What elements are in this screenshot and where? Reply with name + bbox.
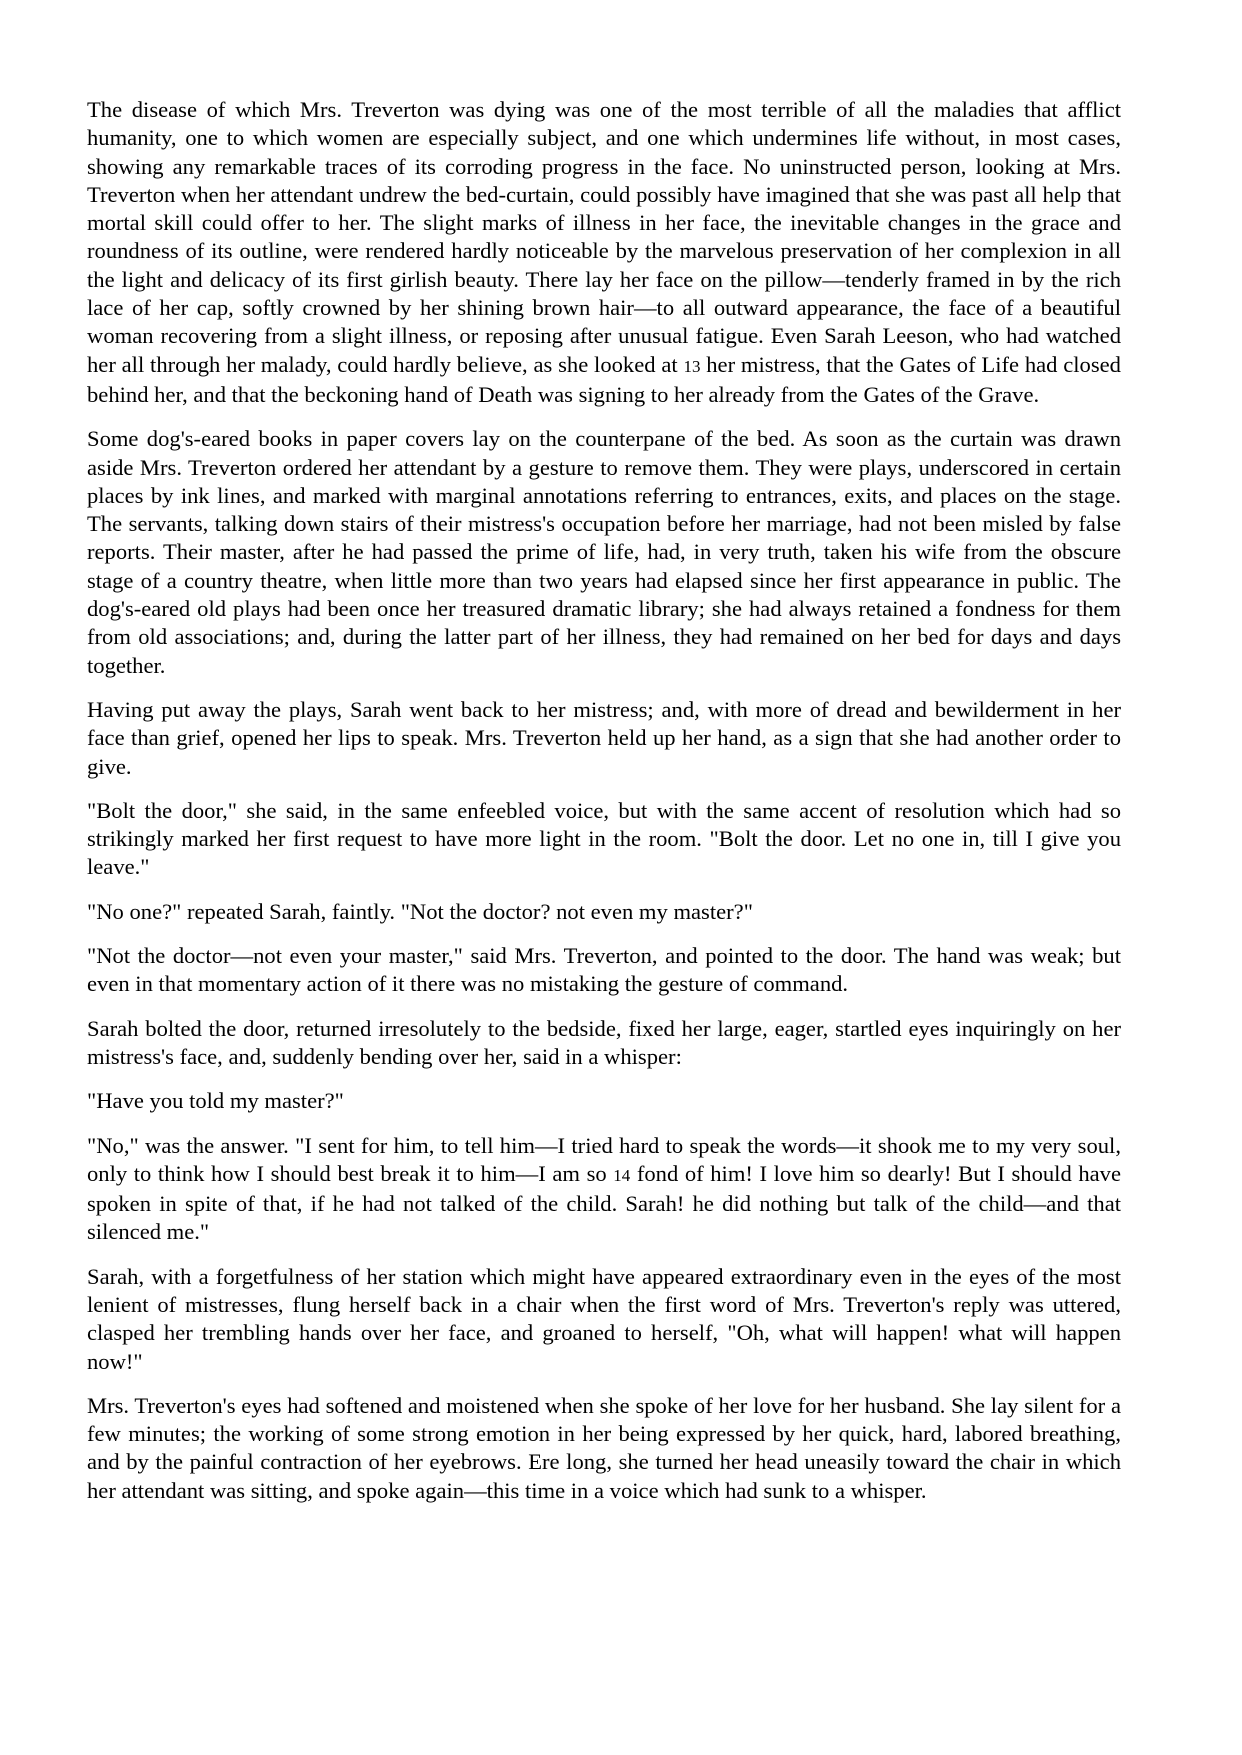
- paragraph-text: "No," was the answer. "I sent for him, to tell him—I tried hard to speak the words—it shook me to my very soul, only to think how I should best break it to him—I am so: [87, 1132, 1121, 1186]
- paragraph-8: "Have you told my master?": [87, 1088, 344, 1114]
- paragraph-7: Sarah bolted the door, returned irresolutely to the bedside, fixed her large, eager, startled eyes inquiringly on her mistress's face, and, suddenly bending over her, said in a whisper:: [87, 1015, 1121, 1069]
- paragraph-text: The disease of which Mrs. Treverton was dying was one of the most terrible of all the maladies that afflict humanity, one to which women are especially subject, and one which undermines life without, in most cases, showing any remarkable traces of its corroding progress in the face. No uninstructed person, looking at Mrs. Treverton when her attendant undrew the bed-curtain, could possibly have imagined that she was past all help that mortal skill could offer to her. The slight marks of illness in her face, the inevitable changes in the grace and roundness of its outline, were rendered hardly noticeable by the marvelous preservation of her complexion in all the light and delicacy of its first girlish beauty. There lay her face on the pillow—tenderly framed in by the rich lace of her cap, softly crowned by her shining brown hair—to all outward appearance, the face of a beautiful woman recovering from a slight illness, or reposing after unusual fatigue. Even Sarah Leeson, who had watched her all through her malady, could hardly believe, as she looked at: [87, 97, 1121, 377]
- paragraph-text: fond of him! I love him so dearly! But I should have spoken in spite of that, if he had not talked of the child. Sarah! he did nothing but talk of the child—and that silenced me.": [87, 1160, 1121, 1245]
- paragraph-2: Some dog's-eared books in paper covers lay on the counterpane of the bed. As soon as the curtain was drawn aside Mrs. Treverton ordered her attendant by a gesture to remove them. They were plays, underscored in certain places by ink lines, and marked with marginal annotations referring to entrances, exits, and places on the stage. The servants, talking down stairs of their mistress's occupation before her marriage, had not been misled by false reports. Their master, after he had passed the prime of life, had, in very truth, taken his wife from the obscure stage of a country theatre, when little more than two years had elapsed since her first appearance in public. The dog's-eared old plays had been once her treasured dramatic library; she had always retained a fondness for them from old associations; and, during the latter part of her illness, they had remained on her bed for days and days together.: [87, 426, 1121, 678]
- paragraph-4: "Bolt the door," she said, in the same enfeebled voice, but with the same accent of resolution which had so strikingly marked her first request to have more light in the room. "Bolt the door. Let no one in, till I give you leave.": [87, 797, 1121, 880]
- page-number-marker: 13: [683, 356, 701, 376]
- paragraph-1: [87, 96, 1121, 409]
- page-number-marker: 14: [613, 1165, 631, 1185]
- paragraph-text: her mistress, that the Gates of Life had closed behind her, and that the beckoning hand of Death was signing to her already from the Gates of the Grave.: [87, 351, 1121, 407]
- paragraph-6: "Not the doctor—not even your master," said Mrs. Treverton, and pointed to the door. The hand was weak; but even in that momentary action of it there was no mistaking the gesture of command.: [87, 943, 1121, 997]
- paragraph-3: Having put away the plays, Sarah went back to her mistress; and, with more of dread and bewilderment in her face than grief, opened her lips to speak. Mrs. Treverton held up her hand, as a sign that she had another order to give.: [87, 696, 1121, 779]
- paragraph-11: Mrs. Treverton's eyes had softened and moistened when she spoke of her love for her husband. She lay silent for a few minutes; the working of some strong emotion in her being expressed by her quick, hard, labored breathing, and by the painful contraction of her eyebrows. Ere long, she turned her head uneasily toward the chair in which her attendant was sitting, and spoke again—this time in a voice which had sunk to a whisper.: [87, 1392, 1121, 1503]
- paragraph-10: Sarah, with a forgetfulness of her station which might have appeared extraordinary even in the eyes of the most lenient of mistresses, flung herself back in a chair when the first word of Mrs. Treverton's reply was uttered, clasped her trembling hands over her face, and groaned to herself, "Oh, what will happen! what will happen now!": [87, 1263, 1121, 1374]
- paragraph-5: "No one?" repeated Sarah, faintly. "Not the doctor? not even my master?": [87, 898, 753, 924]
- paragraph-9: [87, 1132, 1121, 1247]
- document-page: [87, 96, 1121, 1521]
